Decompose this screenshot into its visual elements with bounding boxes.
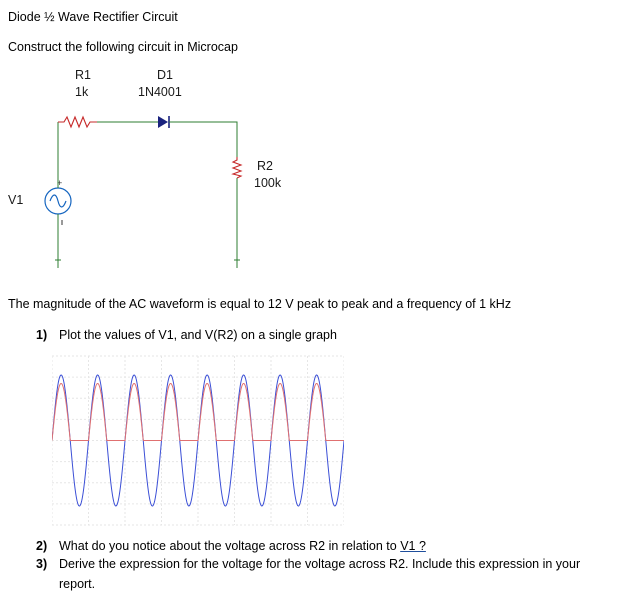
question-1-number: 1)	[36, 328, 48, 342]
question-3-text: Derive the expression for the voltage for the voltage across R2. Include this expression in your	[59, 557, 581, 571]
r1-resistor-icon	[58, 117, 97, 127]
instruction-text: Construct the following circuit in Microcap	[8, 40, 238, 54]
ground-right-icon	[234, 256, 240, 268]
question-2-text-main: What do you notice about the voltage across R2 in relation to	[59, 539, 401, 553]
r1-name: R1	[75, 68, 91, 82]
circuit-schematic	[0, 60, 320, 285]
wire-d1-r2	[178, 122, 237, 157]
magnitude-text: The magnitude of the AC waveform is equal to 12 V peak to peak and a frequency of 1 kHz	[8, 297, 512, 311]
waveform-plot	[52, 348, 344, 535]
ground-left-icon	[55, 256, 61, 268]
question-2-underlined: V1 ?	[400, 539, 426, 553]
d1-value: 1N4001	[138, 85, 182, 99]
question-2-text	[59, 539, 426, 553]
r2-value: 100k	[254, 176, 282, 190]
r2-name: R2	[257, 159, 273, 173]
question-1-text: Plot the values of V1, and V(R2) on a single graph	[59, 328, 337, 342]
r2-resistor-icon	[233, 157, 241, 178]
question-3-number: 3)	[36, 557, 48, 571]
question-3-text-cont: report.	[59, 577, 96, 591]
d1-diode-icon	[146, 116, 178, 128]
question-2-number: 2)	[36, 539, 48, 553]
d1-name: D1	[157, 68, 173, 82]
r1-value: 1k	[75, 85, 89, 99]
v1-plus-sign: +	[57, 178, 63, 188]
page-title: Diode ½ Wave Rectifier Circuit	[8, 10, 178, 24]
v1-name: V1	[8, 193, 24, 207]
